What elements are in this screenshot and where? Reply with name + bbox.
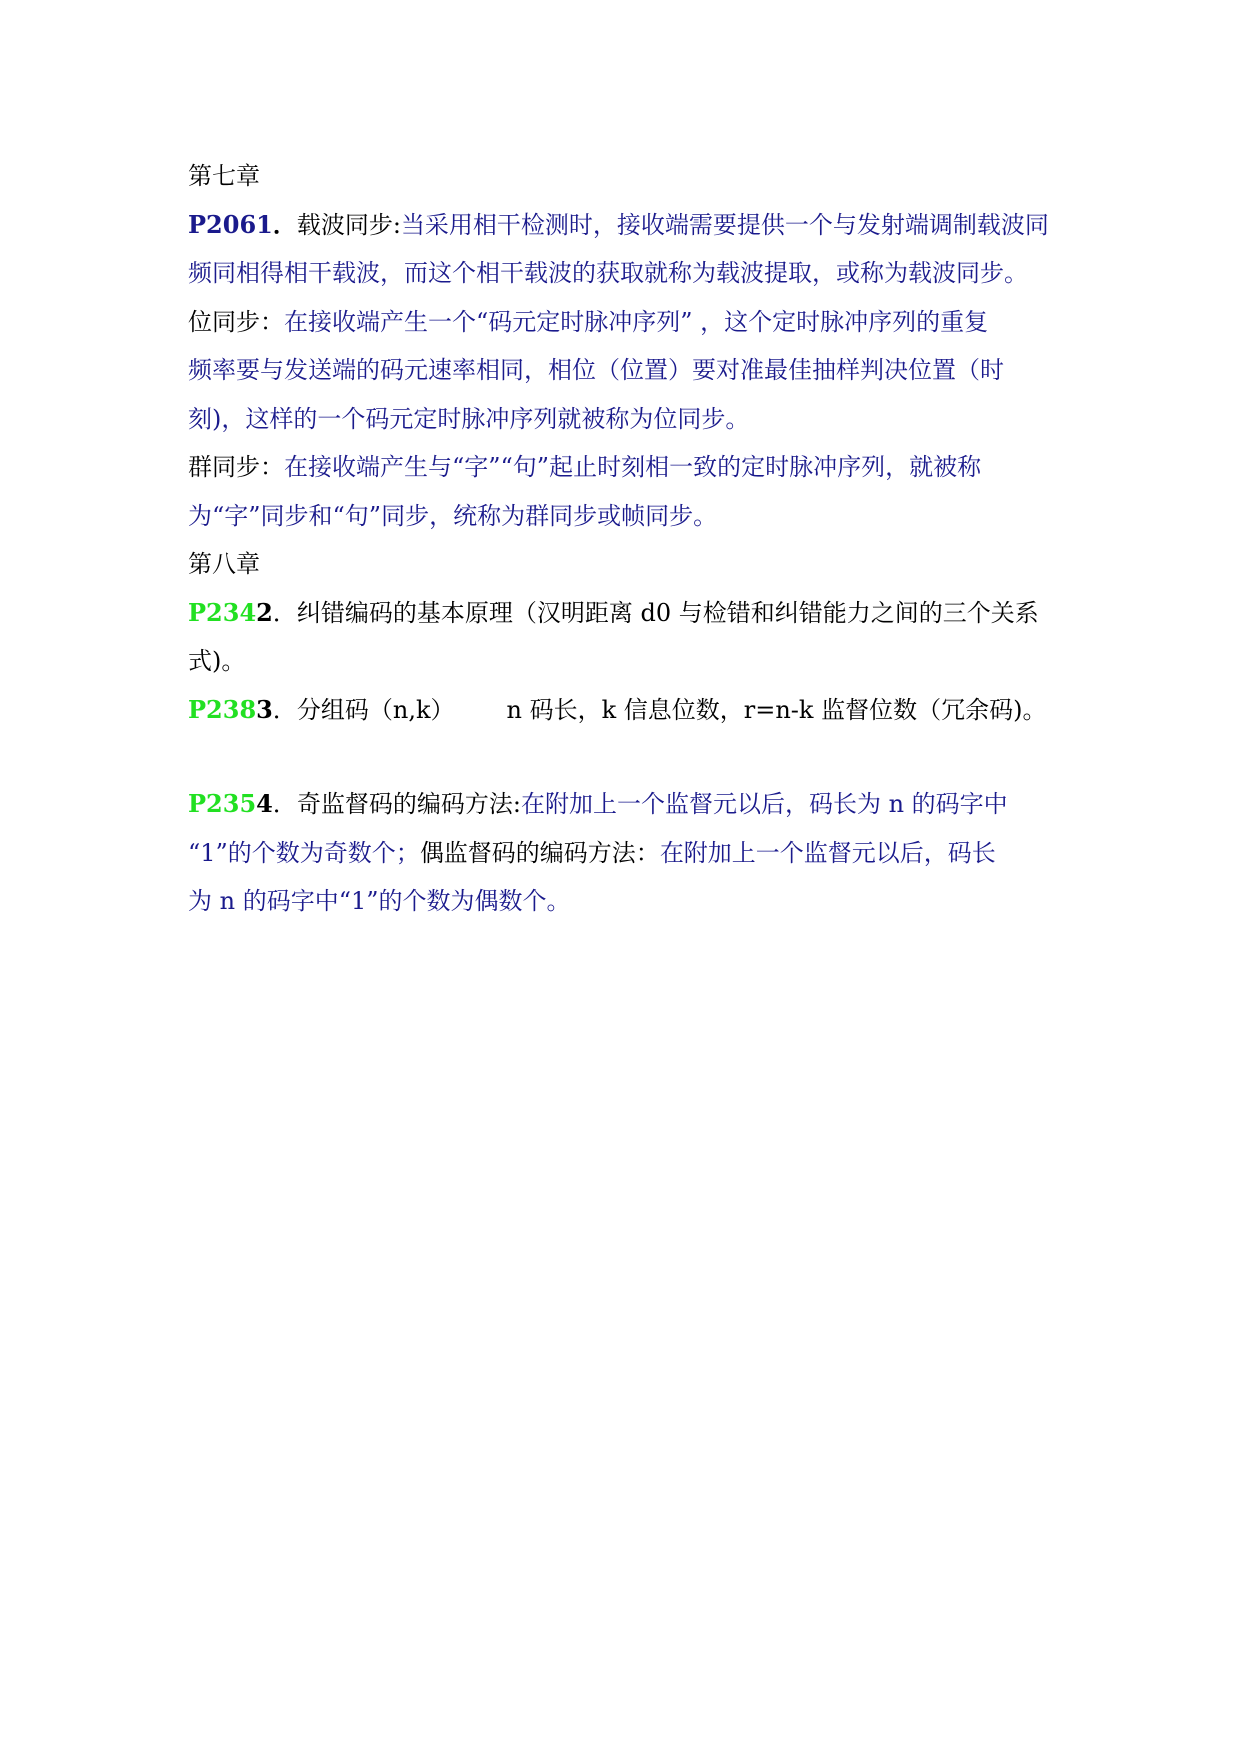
document-page [188, 152, 1058, 926]
group-sync-term: 群同步： [188, 453, 284, 481]
q2-line-2 [188, 637, 1058, 686]
q2-page-ref: P234 [188, 597, 257, 627]
q3-page-ref: P238 [188, 694, 257, 724]
group-sync-definition-part2: 为“字”同步和“句”同步，统称为群同步或帧同步。 [188, 501, 718, 530]
q3-text-a: ．分组码（n,k） [272, 695, 455, 724]
bit-sync-term: 位同步： [188, 307, 284, 336]
q4-odd-term: ．奇监督码的编码方法: [272, 790, 521, 818]
bit-sync-definition-part3: 刻)，这样的一个码元定时脉冲序列就被称为位同步。 [188, 404, 750, 433]
q3-text-b: n 码长，k 信息位数，r=n-k 监督位数（冗余码)。 [506, 695, 1047, 724]
bit-sync-line-3 [188, 395, 1058, 444]
group-sync-definition-part1: 在接收端产生与“字”“句”起止时刻相一致的定时脉冲序列，就被称 [284, 453, 982, 481]
q1-number: ． [272, 209, 297, 239]
q4-even-definition-part2: 为 n 的码字中“1”的个数为偶数个。 [188, 887, 571, 915]
bit-sync-definition-part1: 在接收端产生一个“码元定时脉冲序列” ，这个定时脉冲序列的重复 [284, 307, 989, 336]
q4-page-ref: P235 [188, 789, 257, 818]
q4-line-2 [188, 829, 1058, 878]
bit-sync-line-1 [188, 298, 1058, 347]
q3-line [188, 686, 1058, 735]
chapter7-heading [188, 152, 1058, 201]
q4-odd-definition-part1: 在附加上一个监督元以后，码长为 n 的码字中 [520, 790, 1008, 818]
q4-even-definition-part1: 在附加上一个监督元以后，码长 [659, 838, 996, 867]
chapter8-heading-text: 第八章 [188, 550, 260, 578]
q1-line-1 [188, 201, 1058, 250]
group-sync-line-1 [188, 443, 1058, 492]
q4-line-1 [188, 780, 1058, 829]
q3-number: 3 [256, 694, 273, 724]
group-sync-line-2 [188, 492, 1058, 541]
q2-text-part2: 式)。 [188, 647, 246, 675]
chapter7-heading-text: 第七章 [188, 162, 260, 190]
q1-term: 载波同步: [296, 210, 401, 239]
q4-line-3 [188, 877, 1058, 926]
q4-odd-definition-part2: “1”的个数为奇数个； [188, 838, 420, 867]
q1-line-2 [188, 249, 1058, 298]
q2-text-part1: ．纠错编码的基本原理（汉明距离 d0 与检错和纠错能力之间的三个关系 [272, 598, 1039, 627]
q1-definition-part2: 频同相得相干载波，而这个相干载波的获取就称为载波提取，或称为载波同步。 [188, 259, 1028, 287]
bit-sync-line-2 [188, 346, 1058, 395]
q2-number: 2 [256, 597, 273, 627]
q4-number: 4 [256, 789, 273, 818]
paragraph-spacer [188, 734, 1058, 780]
q4-even-term: 偶监督码的编码方法： [419, 838, 660, 867]
bit-sync-definition-part2: 频率要与发送端的码元速率相同，相位（位置）要对准最佳抽样判决位置（时 [188, 356, 1004, 384]
chapter8-heading [188, 540, 1058, 589]
q1-definition-part1: 当采用相干检测时，接收端需要提供一个与发射端调制载波同 [400, 210, 1049, 239]
q1-page-ref: P2061 [188, 209, 273, 239]
q2-line-1 [188, 589, 1058, 638]
